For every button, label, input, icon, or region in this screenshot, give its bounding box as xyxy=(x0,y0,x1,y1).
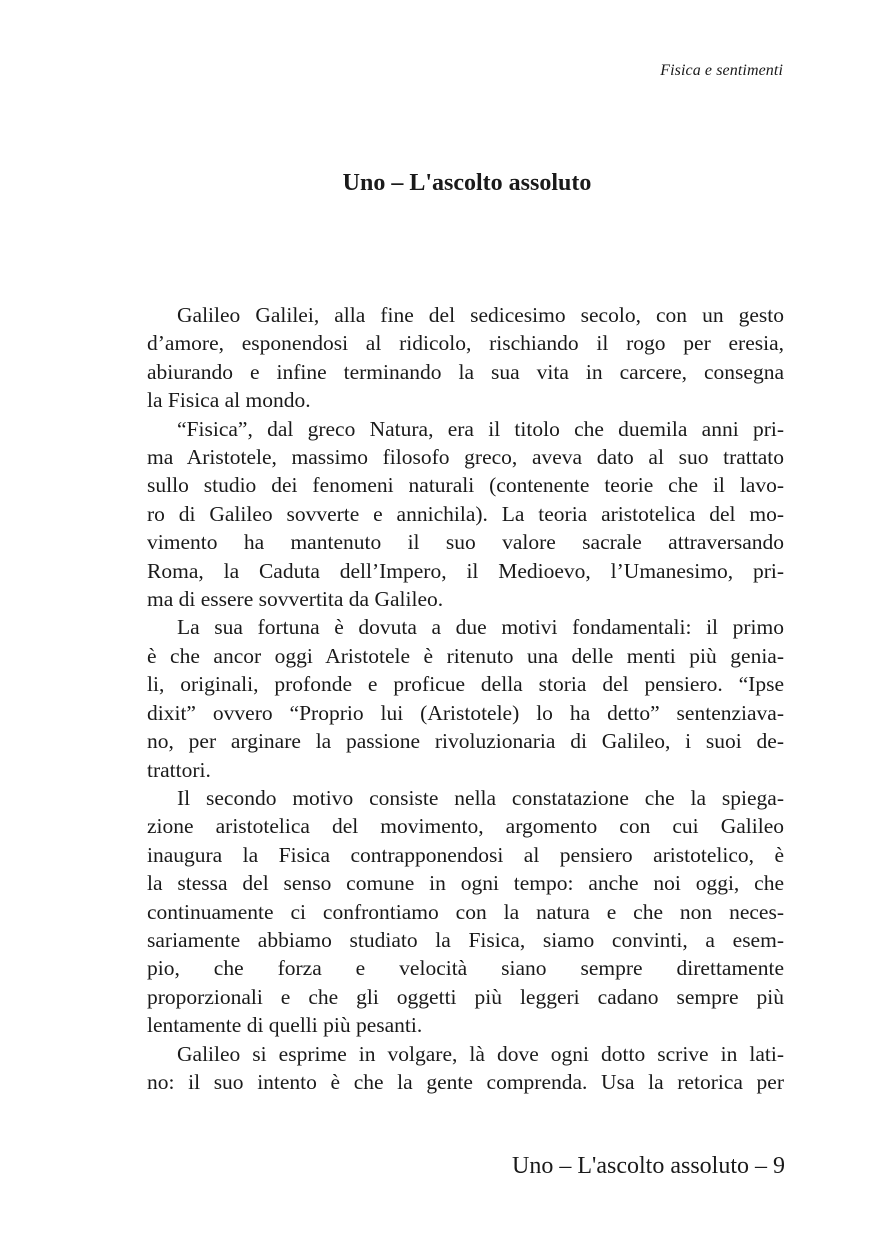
paragraph xyxy=(147,784,784,1040)
text-line: dixit” ovvero “Proprio lui (Aristotele) lo ha detto” sentenziava- xyxy=(147,700,784,725)
text-line: lentamente di quelli più pesanti. xyxy=(147,1013,423,1038)
text-line: abiurando e infine terminando la sua vita in carcere, consegna xyxy=(147,359,784,384)
text-line: pio, che forza e velocità siano sempre direttamente xyxy=(147,956,784,981)
text-line: ma Aristotele, massimo filosofo greco, aveva dato al suo trattato xyxy=(147,445,784,470)
text-line: proporzionali e che gli oggetti più leggeri cadano sempre più xyxy=(147,984,784,1009)
text-line: sullo studio dei fenomeni naturali (contenente teorie che il lavo- xyxy=(147,473,784,498)
body-text xyxy=(147,301,784,1096)
text-line: Roma, la Caduta dell’Impero, il Medioevo, l’Umanesimo, pri- xyxy=(147,558,784,583)
text-line: Galileo Galilei, alla fine del sedicesimo secolo, con un gesto xyxy=(177,303,784,327)
text-line: Il secondo motivo consiste nella constatazione che la spiega- xyxy=(177,785,784,810)
text-line: ma di essere sovvertita da Galileo. xyxy=(147,587,444,612)
text-line: continuamente ci confrontiamo con la natura e che non neces- xyxy=(147,899,784,924)
page-footer: Uno – L'ascolto assoluto – 9 xyxy=(512,1153,785,1179)
paragraph xyxy=(147,1040,784,1097)
text-line: ro di Galileo sovverte e annichila). La teoria aristotelica del mo- xyxy=(147,501,784,526)
paragraph xyxy=(147,301,784,415)
chapter-title: Uno – L'ascolto assoluto xyxy=(342,170,592,196)
text-line: “Fisica”, dal greco Natura, era il titolo che duemila anni pri- xyxy=(177,416,784,441)
text-line: La sua fortuna è dovuta a due motivi fondamentali: il primo xyxy=(177,615,784,640)
text-line: li, originali, profonde e proficue della storia del pensiero. “Ipse xyxy=(147,672,784,697)
text-line: la Fisica al mondo. xyxy=(147,388,311,413)
text-line: Galileo si esprime in volgare, là dove ogni dotto scrive in lati- xyxy=(177,1041,784,1066)
text-line: sariamente abbiamo studiato la Fisica, siamo convinti, a esem- xyxy=(147,927,784,952)
text-line: è che ancor oggi Aristotele è ritenuto una delle menti più genia- xyxy=(147,643,784,668)
paragraph xyxy=(147,613,784,783)
text-line: no, per arginare la passione rivoluzionaria di Galileo, i suoi de- xyxy=(147,729,784,754)
text-line: la stessa del senso comune in ogni tempo: anche noi oggi, che xyxy=(147,871,784,896)
text-line: zione aristotelica del movimento, argomento con cui Galileo xyxy=(147,814,784,839)
text-line: vimento ha mantenuto il suo valore sacrale attraversando xyxy=(147,530,784,555)
text-line: trattori. xyxy=(147,757,211,782)
text-line: no: il suo intento è che la gente comprenda. Usa la retorica per xyxy=(147,1069,784,1094)
paragraph xyxy=(147,415,784,614)
text-line: d’amore, esponendosi al ridicolo, rischiando il rogo per eresia, xyxy=(147,331,784,356)
running-head: Fisica e sentimenti xyxy=(660,62,783,79)
text-line: inaugura la Fisica contrapponendosi al pensiero aristotelico, è xyxy=(147,842,784,867)
